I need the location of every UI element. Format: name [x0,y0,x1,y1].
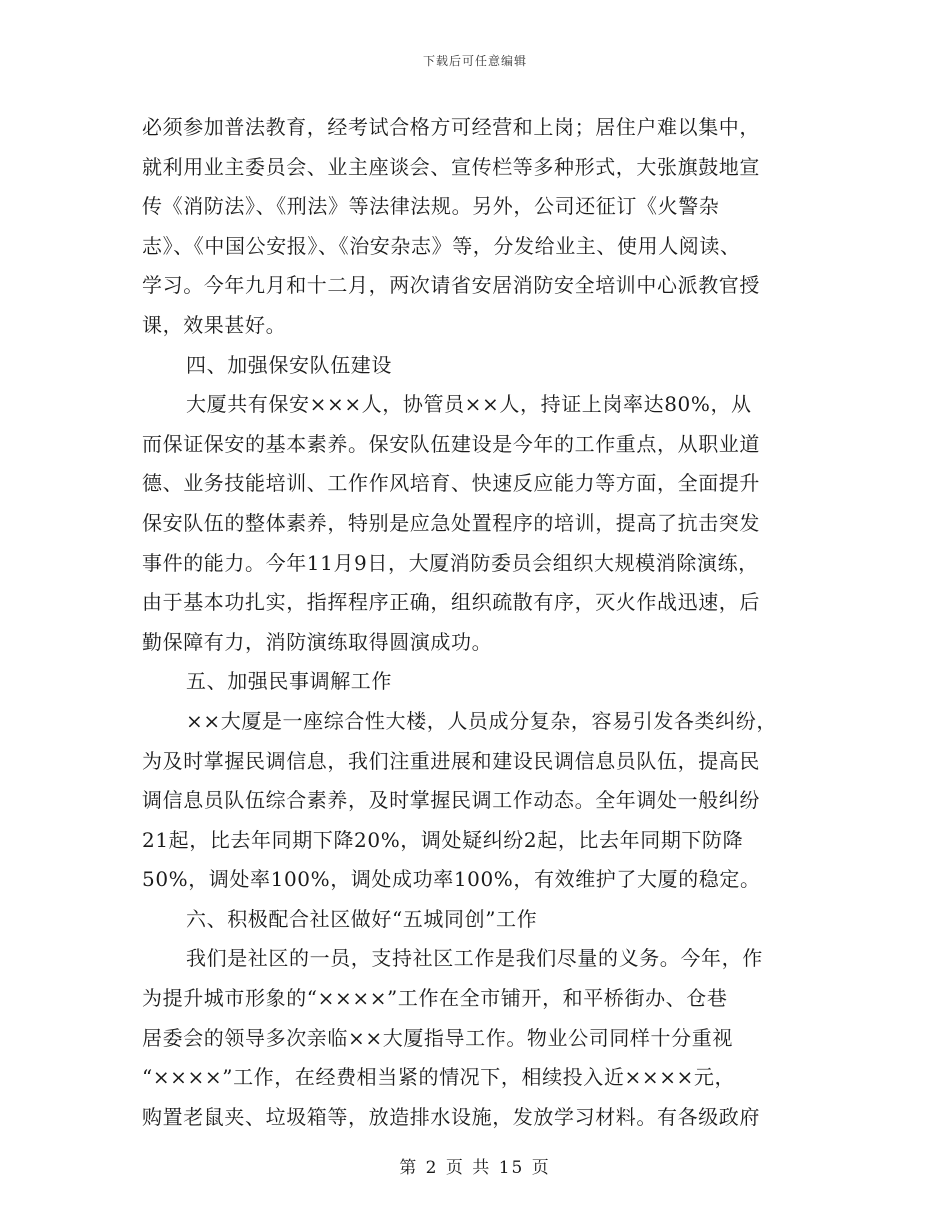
text-line: 大厦共有保安×××人，协管员××人，持证上岗率达80%，从 [186,392,752,417]
text-line: 勤保障有力，消防演练取得圆演成功。 [142,629,493,654]
text-line: 保安队伍的整体素养，特别是应急处置程序的培训，提高了抗击突发 [142,510,760,535]
text-line: 居委会的领导多次亲临××大厦指导工作。物业公司同样十分重视 [142,1025,733,1050]
text-line: 四、加强保安队伍建设 [186,352,392,377]
text-line: 志》、《中国公安报》、《治安杂志》等，分发给业主、使用人阅读、 [142,233,741,258]
text-line: 就利用业主委员会、业主座谈会、宣传栏等多种形式，大张旗鼓地宣 [142,154,760,179]
document-body [142,108,822,1137]
text-line: 事件的能力。今年11月9日，大厦消防委员会组织大规模消除演练， [142,550,759,575]
page-number: 第 2 页 共 15 页 [399,1158,551,1178]
text-line: 传《消防法》、《刑法》等法律法规。另外，公司还征订《火警杂 [142,194,720,219]
text-line: 21起，比去年同期下降20%，调处疑纠纷2起，比去年同期下防降 [142,827,744,852]
text-line: 课，效果甚好。 [142,312,287,337]
text-line: 为提升城市形象的“××××”工作在全市铺开，和平桥街办、仓巷 [142,986,728,1011]
text-line: 由于基本功扎实，指挥程序正确，组织疏散有序，灭火作战迅速，后 [142,590,760,615]
text-line: 德、业务技能培训、工作作风培育、快速反应能力等方面，全面提升 [142,471,760,496]
text-line: 学习。今年九月和十二月，两次请省安居消防安全培训中心派教官授 [142,273,760,298]
text-line: 五、加强民事调解工作 [186,669,392,694]
text-line: 为及时掌握民调信息，我们注重进展和建设民调信息员队伍，提高民 [142,748,760,773]
text-line: 50%，调处率100%，调处成功率100%，有效维护了大厦的稳定。 [142,867,761,892]
text-line: 购置老鼠夹、垃圾箱等，放造排水设施，发放学习材料。有各级政府 [142,1104,760,1129]
text-line: 必须参加普法教育，经考试合格方可经营和上岗；居住户难以集中， [142,115,760,139]
text-line: “××××”工作，在经费相当紧的情况下，相续投入近××××元， [142,1065,736,1090]
text-line: ××大厦是一座综合性大楼，人员成分复杂，容易引发各类纠纷， [186,708,777,733]
text-line: 我们是社区的一员，支持社区工作是我们尽量的义务。今年，作 [186,946,763,971]
text-line: 调信息员队伍综合素养，及时掌握民调工作动态。全年调处一般纠纷 [142,788,760,813]
text-line: 而保证保安的基本素养。保安队伍建设是今年的工作重点，从职业道 [142,431,760,456]
page-header: 下载后可任意编辑 [422,54,527,68]
text-line: 六、积极配合社区做好“五城同创”工作 [186,906,538,931]
